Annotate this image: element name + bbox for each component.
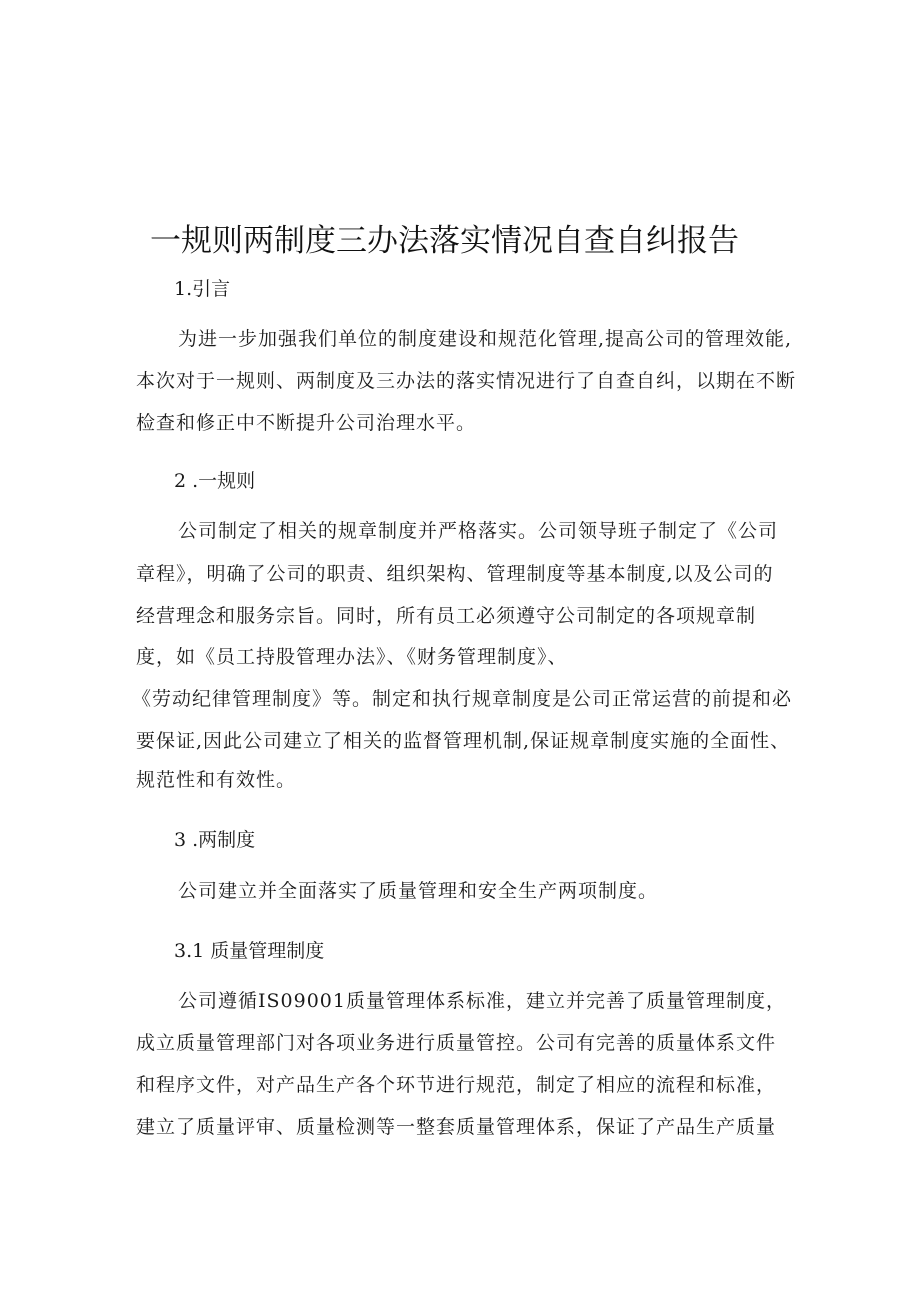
- paragraph-line: 规范性和有效性。: [136, 769, 297, 791]
- paragraph-line: 为进一步加强我们单位的制度建设和规范化管理,提高公司的管理效能,: [178, 328, 793, 350]
- section-heading-rule: 2 .一规则: [174, 470, 256, 492]
- paragraph-line: 成立质量管理部门对各项业务进行质量管控。公司有完善的质量体系文件: [136, 1032, 777, 1054]
- paragraph-line: 建立了质量评审、质量检测等一整套质量管理体系，保证了产品生产质量: [136, 1116, 777, 1138]
- paragraph-line: 度，如《员工持股管理办法》、《财务管理制度》、: [136, 646, 568, 668]
- section-heading-two-systems: 3 .两制度: [174, 829, 256, 851]
- subsection-heading-quality: 3.1 质量管理制度: [174, 940, 325, 962]
- paragraph-line: 公司建立并全面落实了质量管理和安全生产两项制度。: [178, 880, 659, 902]
- paragraph-line: 公司制定了相关的规章制度并严格落实。公司领导班子制定了《公司: [178, 520, 779, 542]
- paragraph-line: 经营理念和服务宗旨。同时，所有员工必须遵守公司制定的各项规章制: [136, 605, 757, 627]
- section-heading-intro: 1.引言: [174, 278, 231, 300]
- paragraph-line: 《劳动纪律管理制度》等。制定和执行规章制度是公司正常运营的前提和必: [132, 688, 793, 710]
- paragraph-line: 和程序文件，对产品生产各个环节进行规范，制定了相应的流程和标准，: [136, 1074, 777, 1096]
- paragraph-line: 检查和修正中不断提升公司治理水平。: [136, 412, 477, 434]
- document-title: 一规则两制度三办法落实情况自查自纠报告: [150, 223, 739, 259]
- paragraph-line: 要保证,因此公司建立了相关的监督管理机制,保证规章制度实施的全面性、: [136, 730, 791, 752]
- paragraph-line: 本次对于一规则、两制度及三办法的落实情况进行了自查自纠，以期在不断: [136, 370, 797, 392]
- paragraph-line: 公司遵循IS09001质量管理体系标准，建立并完善了质量管理制度，: [178, 990, 786, 1012]
- paragraph-line: 章程》，明确了公司的职责、组织架构、管理制度等基本制度,以及公司的: [136, 563, 774, 585]
